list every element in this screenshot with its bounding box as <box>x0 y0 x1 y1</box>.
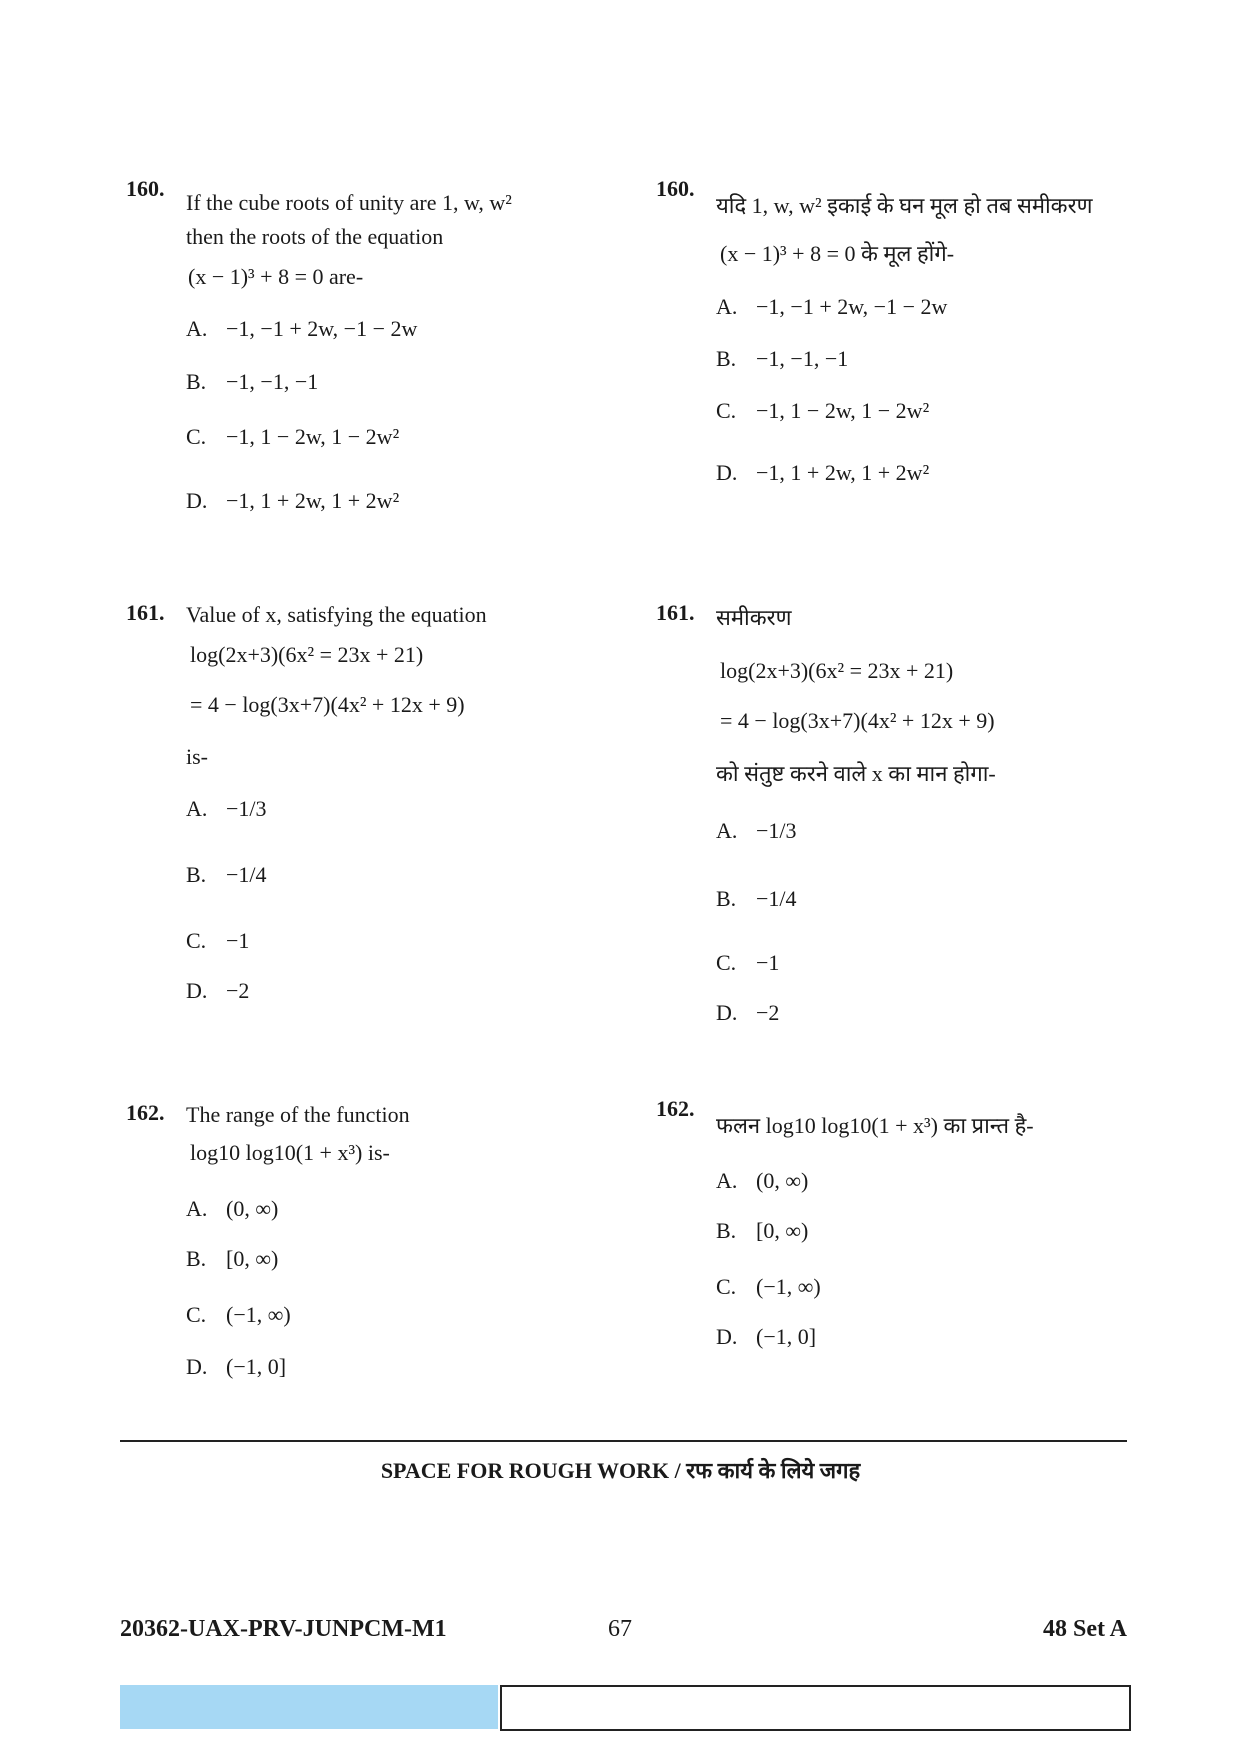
equation: log(2x+3)(6x² = 23x + 21) <box>190 642 424 667</box>
rough-work-heading: SPACE FOR ROUGH WORK / रफ कार्य के लिये जगह <box>380 1458 861 1483</box>
option-c: C. −1 <box>716 950 780 975</box>
question-text: is- <box>186 744 208 769</box>
question-number: 160. <box>656 176 695 201</box>
option-c: C. −1, 1 − 2w, 1 − 2w² <box>186 424 400 449</box>
question-number: 161. <box>126 600 165 625</box>
option-b: B. −1, −1, −1 <box>186 369 319 394</box>
option-a: A. −1, −1 + 2w, −1 − 2w <box>716 294 948 319</box>
option-d: D. (−1, 0] <box>716 1324 817 1349</box>
option-d: D. −1, 1 + 2w, 1 + 2w² <box>716 460 930 485</box>
option-d: D. (−1, 0] <box>186 1354 287 1379</box>
option-c: C. (−1, ∞) <box>716 1274 821 1299</box>
equation: = 4 − log(3x+7)(4x² + 12x + 9) <box>190 692 465 717</box>
equation: log10 log10(1 + x³) is- <box>190 1140 390 1165</box>
question-text: then the roots of the equation <box>186 224 444 249</box>
option-a: A. −1/3 <box>716 818 797 843</box>
option-a: A. −1, −1 + 2w, −1 − 2w <box>186 316 418 341</box>
option-a: A. −1/3 <box>186 796 267 821</box>
equation: (x − 1)³ + 8 = 0 के मूल होंगे- <box>720 241 955 266</box>
question-text: यदि 1, w, w² इकाई के घन मूल हो तब समीकरण <box>716 193 1093 218</box>
equation: = 4 − log(3x+7)(4x² + 12x + 9) <box>720 708 995 733</box>
question-text: फलन log10 log10(1 + x³) का प्रान्त है- <box>716 1113 1034 1138</box>
equation: log(2x+3)(6x² = 23x + 21) <box>720 658 954 683</box>
question-number: 162. <box>656 1096 695 1121</box>
option-b: B. [0, ∞) <box>716 1218 809 1243</box>
set-label: 48 Set A <box>1043 1616 1127 1642</box>
option-a: A. (0, ∞) <box>716 1168 809 1193</box>
footer-color-bar <box>120 1685 498 1729</box>
option-b: B. [0, ∞) <box>186 1246 279 1271</box>
equation: (x − 1)³ + 8 = 0 are- <box>188 264 364 289</box>
question-number: 161. <box>656 600 695 625</box>
question-text: If the cube roots of unity are 1, w, w² <box>186 190 512 215</box>
option-d: D. −1, 1 + 2w, 1 + 2w² <box>186 488 400 513</box>
option-b: B. −1/4 <box>186 862 267 887</box>
question-text: समीकरण <box>716 605 792 630</box>
option-a: A. (0, ∞) <box>186 1196 279 1221</box>
option-b: B. −1/4 <box>716 886 797 911</box>
option-c: C. −1, 1 − 2w, 1 − 2w² <box>716 398 930 423</box>
option-b: B. −1, −1, −1 <box>716 346 849 371</box>
option-c: C. −1 <box>186 928 250 953</box>
option-d: D. −2 <box>716 1000 780 1025</box>
page-number: 67 <box>608 1616 632 1642</box>
option-d: D. −2 <box>186 978 250 1003</box>
question-number: 162. <box>126 1100 165 1125</box>
question-number: 160. <box>126 176 165 201</box>
footer-empty-box <box>500 1685 1131 1731</box>
option-c: C. (−1, ∞) <box>186 1302 291 1327</box>
question-text: को संतुष्ट करने वाले x का मान होगा- <box>716 761 996 786</box>
divider-line <box>120 1440 1127 1442</box>
question-text: The range of the function <box>186 1102 410 1127</box>
paper-code: 20362-UAX-PRV-JUNPCM-M1 <box>120 1616 447 1642</box>
question-text: Value of x, satisfying the equation <box>186 602 487 627</box>
